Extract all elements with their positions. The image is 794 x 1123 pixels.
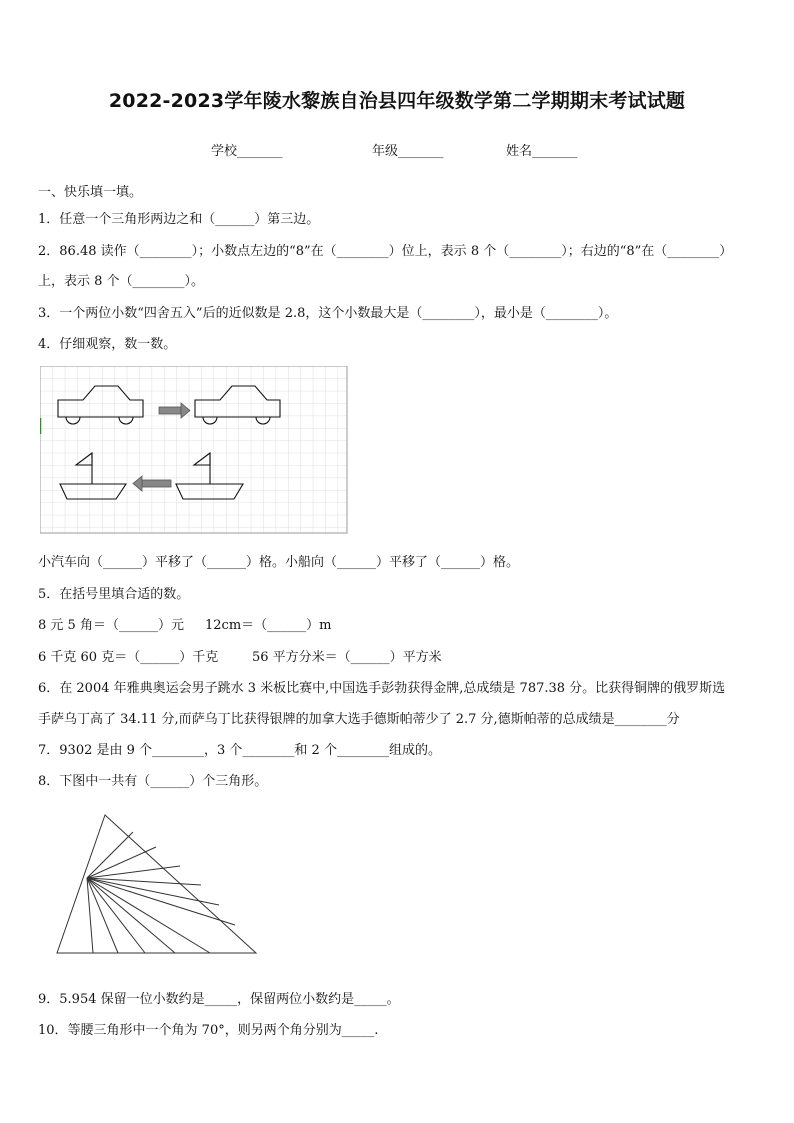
question-7: 7．9302 是由 9 个________，3 个________和 2 个________组成的。	[38, 743, 441, 758]
question-3: 3．一个两位小数“四舍五入”后的近似数是 2.8，这个小数最大是（________），最小是（________）。	[38, 306, 618, 321]
question-9: 9．5.954 保留一位小数约是_____，保留两位小数约是_____。	[38, 992, 400, 1007]
grid-background	[40, 366, 347, 533]
grade-field: 年级_______	[372, 144, 444, 159]
question-8: 8．下图中一共有（______）个三角形。	[38, 774, 268, 789]
section-heading: 一、快乐填一填。	[38, 185, 143, 200]
school-field: 学校_______	[211, 144, 283, 159]
outer-triangle	[57, 815, 256, 953]
question-5-a1: 8 元 5 角＝（______）元	[38, 618, 184, 633]
question-5-b2: 56 平方分米＝（______）平方米	[252, 650, 442, 665]
question-4: 4．仔细观察，数一数。	[38, 337, 177, 352]
question-2-line-1: 2．86.48 读作（________）；小数点左边的“8”在（________）位上，表示 8 个（________）；右边的“8”在（________）	[38, 244, 733, 259]
question-5-a2: 12cm＝（______）m	[205, 618, 332, 633]
translation-grid-figure	[40, 366, 348, 534]
question-5: 5．在括号里填合适的数。	[38, 587, 190, 602]
question-1: 1．任意一个三角形两边之和（______）第三边。	[38, 212, 320, 227]
question-6-line-1: 6．在 2004 年雅典奥运会男子跳水 3 米板比赛中,中国选手彭勃获得金牌,总成绩是 787.38 分。比获得铜牌的俄罗斯选	[38, 681, 726, 696]
question-10: 10．等腰三角形中一个角为 70°，则另两个角分别为_____.	[38, 1023, 379, 1038]
question-2-line-2: 上，表示 8 个（________）。	[38, 274, 205, 289]
triangle-count-figure	[50, 810, 262, 960]
question-4-answer: 小汽车向（______）平移了（______）格。小船向（______）平移了（______）格。	[38, 555, 520, 570]
name-field: 姓名_______	[506, 144, 578, 159]
question-6-line-2: 手萨乌丁高了 34.11 分,而萨乌丁比获得银牌的加拿大选手德斯帕蒂少了 2.7 分,德斯帕蒂的总成绩是________分	[38, 712, 680, 727]
question-5-b1: 6 千克 60 克＝（______）千克	[38, 650, 219, 665]
page-title: 2022-2023学年陵水黎族自治县四年级数学第二学期期末考试试题	[108, 90, 686, 112]
